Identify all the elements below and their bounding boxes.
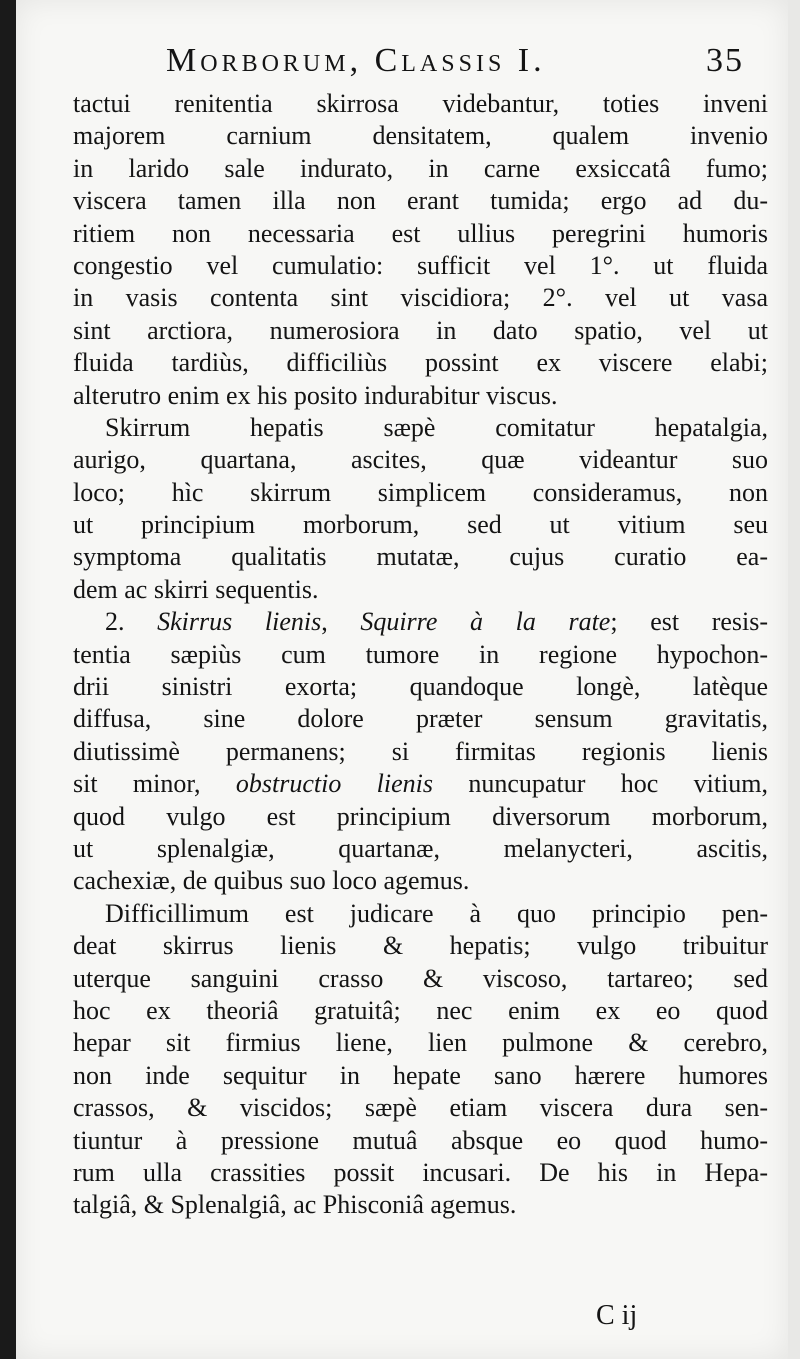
text-line: alterutro enim ex his posito indurabitur viscus.	[73, 380, 558, 410]
text-line: crassos, & viscidos; sæpè etiam viscera dura sen-	[73, 1093, 768, 1123]
book-page	[16, 0, 788, 1359]
text-line: symptoma qualitatis mutatæ, cujus curatio ea-	[73, 542, 768, 572]
page-edge	[788, 0, 800, 1359]
comma: ,	[321, 607, 328, 637]
text-line: in vasis contenta sint viscidiora; 2°. vel ut vasa	[73, 283, 768, 313]
text-line: ut principium morborum, sed ut vitium seu	[73, 510, 768, 540]
text-line: uterque sanguini crasso & viscoso, tartareo; sed	[73, 963, 768, 993]
catchword-signature: C ij	[596, 1300, 638, 1331]
text-line: tentia sæpiùs cum tumore in regione hypochon-	[73, 639, 768, 669]
text-line: congestio vel cumulatio: sufficit vel 1°. ut fluida	[73, 250, 768, 280]
text-fragment: sit minor,	[73, 769, 201, 799]
text-line: fluida tardiùs, difficiliùs possint ex viscere elabi;	[73, 348, 768, 378]
section-french-name: Squirre à la rate	[360, 607, 611, 637]
text-line: sint arctiora, numerosiora in dato spatio, vel ut	[73, 315, 768, 345]
obstructio-line	[73, 768, 768, 800]
text-line: deat skirrus lienis & hepatis; vulgo tribuitur	[73, 931, 768, 961]
text-line: dem ac skirri sequentis.	[73, 574, 319, 604]
text-line: quod vulgo est principium diversorum morborum,	[73, 801, 768, 831]
text-line: tactui renitentia skirrosa videbantur, toties inveni	[73, 89, 768, 118]
text-line: majorem carnium densitatem, qualem invenio	[73, 121, 768, 151]
text-line: drii sinistri exorta; quandoque longè, latèque	[73, 672, 768, 702]
body-text	[73, 88, 768, 1222]
text-line: non inde sequitur in hepate sano hærere humores	[73, 1060, 768, 1090]
text-line: hepar sit firmius liene, lien pulmone & cerebro,	[73, 1028, 768, 1058]
running-title: Morborum, Classis I.	[166, 42, 546, 79]
page-header	[166, 42, 766, 86]
text-line: hoc ex theoriâ gratuitâ; nec enim ex eo quod	[73, 995, 768, 1025]
text-line: tiuntur à pressione mutuâ absque eo quod humo-	[73, 1125, 768, 1155]
text-line: loco; hìc skirrum simplicem consideramus, non	[73, 477, 768, 507]
text-line: talgiâ, & Splenalgiâ, ac Phisconiâ agemus.	[73, 1190, 517, 1220]
text-line: in larido sale indurato, in carne exsiccatâ fumo;	[73, 153, 768, 183]
text-line: cachexiæ, de quibus suo loco agemus.	[73, 866, 470, 896]
italic-term: obstructio lienis	[235, 769, 434, 799]
text-line: viscera tamen illa non erant tumida; ergo ad du-	[73, 186, 768, 216]
text-line: aurigo, quartana, ascites, quæ videantur suo	[73, 445, 768, 475]
section-number: 2.	[105, 607, 125, 637]
paragraph-start-line: Skirrum hepatis sæpè comitatur hepatalgia,	[105, 412, 768, 442]
text-line: diutissimè permanens; si firmitas regionis lienis	[73, 736, 768, 766]
text-fragment: nuncupatur hoc vitium,	[468, 769, 768, 799]
text-line: rum ulla crassities possit incusari. De his in Hepa-	[73, 1157, 768, 1187]
text-line: ritiem non necessaria est ullius peregrini humoris	[73, 218, 768, 248]
text-line: ut splenalgiæ, quartanæ, melanycteri, ascitis,	[73, 833, 768, 863]
text-line: diffusa, sine dolore præter sensum gravitatis,	[73, 704, 768, 734]
section-text: ; est resis-	[610, 607, 768, 637]
section-name: Skirrus lienis	[157, 607, 322, 637]
paragraph-start-line: Difficillimum est judicare à quo principio pen-	[105, 898, 768, 928]
section-heading-line	[73, 606, 768, 638]
page-number: 35	[706, 42, 744, 79]
